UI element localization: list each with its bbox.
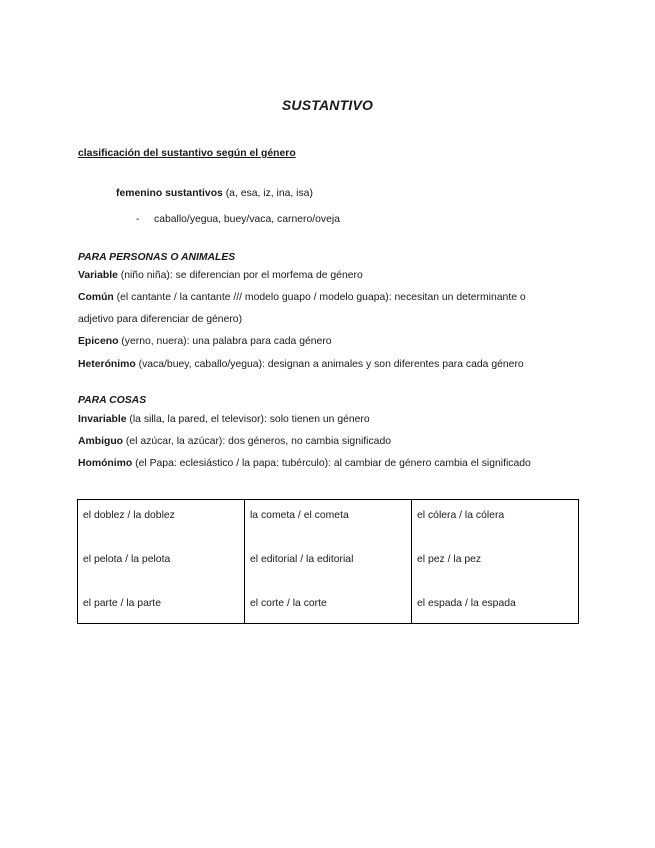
section-subtitle: clasificación del sustantivo según el género [78, 148, 296, 159]
cell-entry: el doblez / la doblez [83, 510, 175, 521]
term-variable: Variable [78, 270, 118, 281]
cell-entry: el pelota / la pelota [83, 554, 171, 565]
femenino-endings: (a, esa, iz, ina, isa) [222, 188, 313, 199]
cell-entry: el parte / la parte [83, 598, 161, 609]
term-invariable: Invariable [78, 414, 127, 425]
term-epiceno: Epiceno [78, 336, 119, 347]
term-homonimo: Homónimo [78, 458, 133, 469]
document-title: SUSTANTIVO [281, 97, 374, 113]
cell-entry: el editorial / la editorial [250, 554, 354, 565]
line-comun [78, 292, 526, 303]
bullet-item: caballo/yegua, buey/vaca, carnero/oveja [154, 214, 340, 225]
bullet-marker: - [136, 214, 140, 225]
cell-entry: el espada / la espada [417, 598, 516, 609]
femenino-label: femenino sustantivos [116, 188, 223, 199]
examples-table [77, 499, 579, 624]
line-homonimo [78, 458, 531, 469]
cell-entry: el cólera / la cólera [417, 510, 505, 521]
line-comun-continued: adjetivo para diferenciar de género) [78, 314, 243, 325]
desc-ambiguo: (el azúcar, la azúcar): dos géneros, no cambia significado [123, 436, 392, 447]
term-heteronimo: Heterónimo [78, 359, 136, 370]
line-epiceno [78, 336, 332, 347]
line-ambiguo [78, 436, 391, 447]
heading-cosas: PARA COSAS [78, 395, 147, 406]
term-ambiguo: Ambiguo [78, 436, 124, 447]
desc-heteronimo: (vaca/buey, caballo/yegua): designan a animales y son diferentes para cada género [135, 359, 524, 370]
table-cell [78, 500, 245, 624]
desc-invariable: (la silla, la pared, el televisor): solo tienen un género [126, 414, 370, 425]
line-variable [78, 270, 363, 281]
line-invariable [78, 414, 370, 425]
desc-homonimo: (el Papa: eclesiástico / la papa: tubérculo): al cambiar de género cambia el significado [132, 458, 531, 469]
cell-entry: el pez / la pez [417, 554, 482, 565]
cell-entry: la cometa / el cometa [250, 510, 349, 521]
table-cell [412, 500, 579, 624]
desc-variable: (niño niña): se diferencian por el morfema de género [117, 270, 363, 281]
femenino-line [116, 188, 313, 199]
heading-personas-animales: PARA PERSONAS O ANIMALES [78, 252, 236, 263]
table-row [78, 500, 579, 624]
cell-entry: el corte / la corte [250, 598, 327, 609]
term-comun: Común [78, 292, 114, 303]
desc-epiceno: (yerno, nuera): una palabra para cada género [118, 336, 332, 347]
line-heteronimo [78, 359, 524, 370]
table-cell [245, 500, 412, 624]
desc-comun: (el cantante / la cantante /// modelo guapo / modelo guapa): necesitan un determinante o [113, 292, 526, 303]
